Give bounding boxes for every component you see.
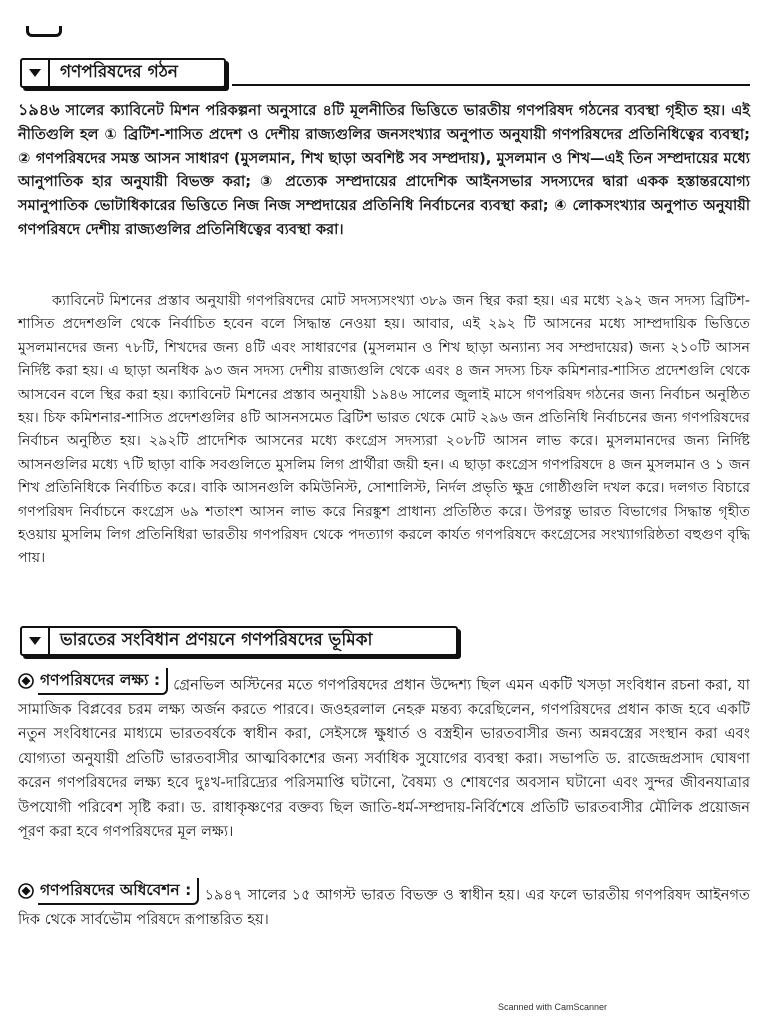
heading-underline bbox=[232, 84, 750, 86]
down-triangle-icon bbox=[22, 60, 50, 86]
aims-label: গণপরিষদের লক্ষ্য : bbox=[18, 668, 168, 695]
session-subsection bbox=[18, 878, 750, 932]
section-heading-1-text: গণপরিষদের গঠন bbox=[60, 62, 178, 82]
session-text: ১৯৪৭ সালের ১৫ আগস্ট ভারত বিভক্ত ও স্বাধীন হয়। এর ফলে ভারতীয় গণপরিষদ আইনগত দিক থেকে সার্বভৌম পরিষদে রূপান্তরিত হয়। bbox=[18, 886, 750, 928]
composition-principles-text: সালের ক্যাবিনেট মিশন পরিকল্পনা অনুসারে ৪টি মূলনীতির ভিত্তিতে ভারতীয় গণপরিষদ গঠনের ব্যবস্থা গৃহীত হয়। এই নীতিগুলি হল ① ব্রিটিশ-শাসিত প্রদেশ ও দেশীয় রাজ্যগুলির জনসংখ্যার অনুপাত অনুযায়ী গণপরিষদের প্রতিনিধিত্বের ব্যবস্থা; ② গণপরিষদের সমস্ত আসন সাধারণ (মুসলমান, শিখ ছাড়া অবশিষ্ট সব সম্প্রদায়), মুসলমান ও শিখ—এই তিন সম্প্রদায়ের মধ্যে আনুপাতিক হার অনুযায়ী বিভক্ত করা; ③ প্রত্যেক সম্প্রদায়ের প্রাদেশিক আইনসভার সদস্যদের দ্বারা একক হস্তান্তরযোগ্য সমানুপাতিক ভোটাধিকারের ভিত্তিতে নিজ নিজ সম্প্রদায়ের প্রতিনিধি নির্বাচনের ব্যবস্থা করা; ④ লোকসংখ্যার অনুপাত অনুযায়ী গণপরিষদে দেশীয় রাজ্যগুলির প্রতিনিধিত্বের ব্যবস্থা করা। bbox=[18, 102, 750, 238]
bullet-diamond-icon bbox=[18, 673, 34, 689]
section-heading-2 bbox=[20, 626, 458, 656]
year-lead: ১৯৪৬ bbox=[18, 100, 60, 119]
aims-text: গ্রেনভিল অস্টিনের মতে গণপরিষদের প্রধান উদ্দেশ্য ছিল এমন একটি খসড়া সংবিধান রচনা করা, যা সামাজিক বিপ্লবের চরম লক্ষ্য অর্জন করতে পারবে। জওহরলাল নেহরু মন্তব্য করেছিলেন, গণপরিষদের প্রধান কাজ হবে একটি নতুন সংবিধানের মাধ্যমে ভারতবর্ষকে স্বাধীন করা, সেইসঙ্গে ক্ষুধার্ত ও বস্ত্রহীন ভারতবাসীর জন্য অন্নবস্ত্রের সংস্থান করা এবং যোগ্যতা অনুযায়ী প্রতিটি ভারতবাসীর আত্মবিকাশের জন্য সর্বাধিক সুযোগের ব্যবস্থা করা। সভাপতি ড. রাজেন্দ্রপ্রসাদ ঘোষণা করেন গণপরিষদের লক্ষ্য হবে দুঃখ-দারিদ্র্যের পরিসমাপ্তি ঘটানো, বৈষম্য ও শোষণের অবসান ঘটানো এবং সুন্দর জীবনযাত্রার উপযোগী পরিবেশ সৃষ্টি করা। ড. রাধাকৃষ্ণণের বক্তব্য ছিল জাতি-ধর্ম-সম্প্রদায়-নির্বিশেষে প্রতিটি ভারতবাসীর মৌলিক প্রয়োজন পূরণ করা হবে গণপরিষদের মূল লক্ষ্য। bbox=[18, 676, 750, 841]
aims-paragraph bbox=[18, 668, 750, 845]
down-triangle-icon bbox=[22, 628, 50, 654]
session-label: গণপরিষদের অধিবেশন : bbox=[18, 878, 199, 905]
section-heading-1 bbox=[20, 58, 226, 88]
membership-election-paragraph: ক্যাবিনেট মিশনের প্রস্তাব অনুযায়ী গণপরিষদের মোট সদস্যসংখ্যা ৩৮৯ জন স্থির করা হয়। এর মধ্যে ২৯২ জন সদস্য ব্রিটিশ-শাসিত প্রদেশগুলি থেকে নির্বাচিত হবেন বলে সিদ্ধান্ত নেওয়া হয়। আবার, এই ২৯২ টি আসনের মধ্যে সাম্প্রদায়িক ভিত্তিতে মুসলমানদের জন্য ৭৮টি, শিখদের জন্য ৪টি এবং সাধারণের (মুসলমান ও শিখ ছাড়া অন্যান্য সব সম্প্রদায়ের) জন্য ২১০টি আসন নির্দিষ্ট করা হয়। এ ছাড়া অনধিক ৯৩ জন সদস্য দেশীয় রাজ্যগুলি থেকে এবং ৪ জন সদস্য চিফ কমিশনার-শাসিত প্রদেশগুলি থেকে আসবেন বলে স্থির করা হয়। ক্যাবিনেট মিশনের প্রস্তাব অনুযায়ী ১৯৪৬ সালের জুলাই মাসে গণপরিষদ গঠনের জন্য নির্বাচন অনুষ্ঠিত হয়। চিফ কমিশনার-শাসিত প্রদেশগুলির ৪টি আসনসমেত ব্রিটিশ ভারত থেকে মোট ২৯৬ জন প্রতিনিধি নির্বাচনের জন্য গণপরিষদের নির্বাচন অনুষ্ঠিত হয়। ২৯২টি প্রাদেশিক আসনের মধ্যে কংগ্রেস সদস্যরা ২০৮টি আসন লাভ করে। মুসলমানদের জন্য নির্দিষ্ট আসনগুলির মধ্যে ৭টি ছাড়া বাকি সবগুলিতে মুসলিম লিগ প্রার্থীরা জয়ী হন। এ ছাড়া কংগ্রেস গণপরিষদে ৪ জন মুসলমান ও ১ জন শিখ প্রতিনিধিকে নির্বাচিত করে। বাকি আসনগুলি কমিউনিস্ট, সোশালিস্ট, নির্দল প্রভৃতি ক্ষুদ্র গোষ্ঠীগুলি দখল করে। দলগত বিচারে গণপরিষদ নির্বাচনে কংগ্রেস ৬৯ শতাংশ আসন লাভ করে নিরঙ্কুশ প্রাধান্য প্রতিষ্ঠিত করে। উপরন্তু ভারত বিভাগের সিদ্ধান্ত গৃহীত হওয়ায় মুসলিম লিগ প্রতিনিধিরা ভারতীয় গণপরিষদ থেকে পদত্যাগ করলে কার্যত গণপরিষদে কংগ্রেসের সংখ্যাগরিষ্ঠতা বহুগুণ বৃদ্ধি পায়। bbox=[18, 293, 750, 567]
bullet-diamond-icon bbox=[18, 883, 34, 899]
session-paragraph bbox=[18, 878, 750, 932]
aims-subsection bbox=[18, 668, 750, 845]
composition-principles-paragraph bbox=[18, 98, 750, 242]
page-corner-mark bbox=[26, 26, 62, 37]
scanner-watermark: Scanned with CamScanner bbox=[498, 1002, 608, 1012]
section-heading-2-text: ভারতের সংবিধান প্রণয়নে গণপরিষদের ভূমিকা bbox=[60, 630, 373, 650]
